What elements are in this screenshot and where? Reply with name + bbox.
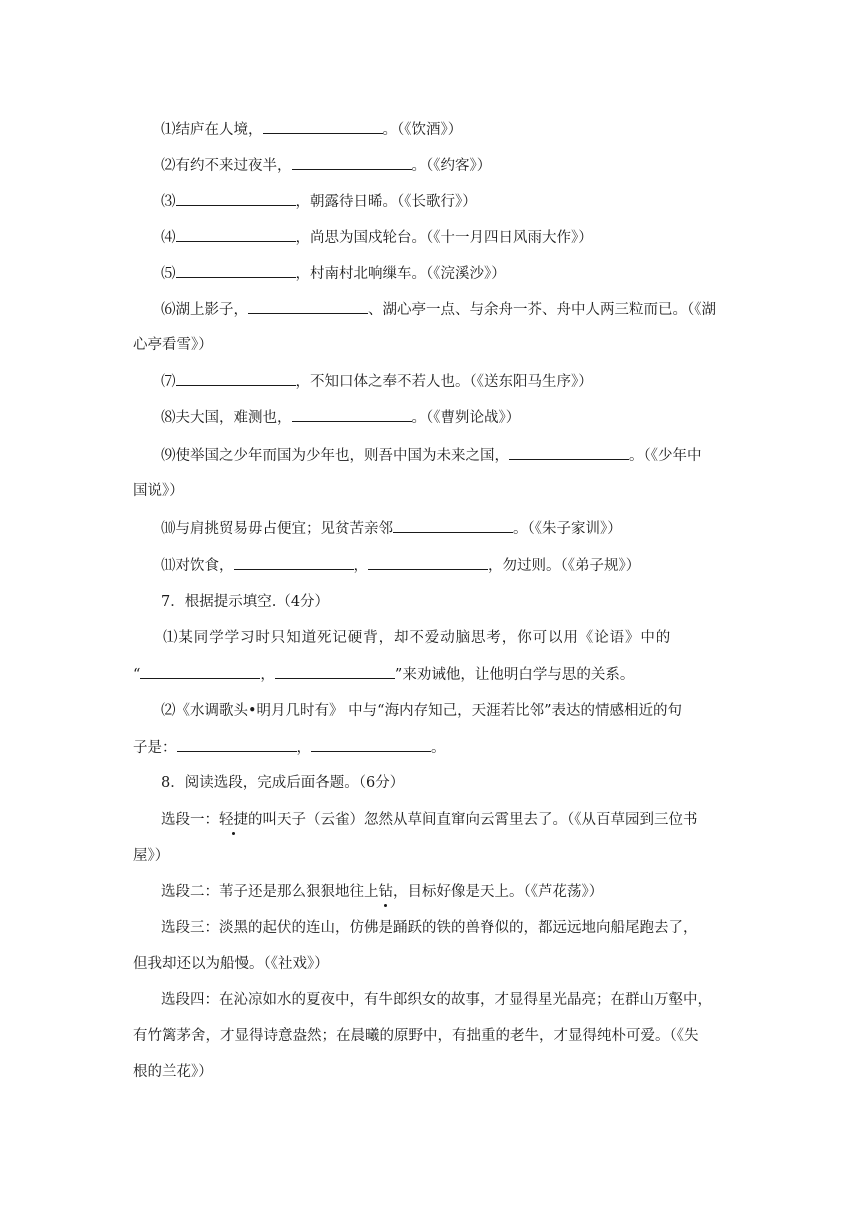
answer-blank[interactable] — [176, 191, 296, 206]
passage-3-line-1: 选段三：淡黑的起伏的连山，仿佛是踊跃的铁的兽脊似的，都远远地向船尾跑去了， — [161, 920, 698, 936]
item-source: 。（《少年中 — [629, 448, 702, 464]
item-number: ⑷ — [161, 230, 176, 246]
passage-2 — [0, 882, 865, 902]
answer-blank[interactable] — [292, 155, 412, 170]
part-text: 《水调歌头•明月几时有》 中与“海内存知己，天涯若比邻”表达的情感相近的句 — [175, 703, 682, 719]
answer-blank[interactable] — [263, 119, 383, 134]
item-source: ，村南村北响缫车。（《浣溪沙》） — [295, 266, 506, 282]
passage-3-line-2: 但我却还以为船慢。（《社戏》） — [133, 956, 329, 972]
item-8 — [0, 407, 865, 428]
question-7-part-1 — [0, 628, 865, 648]
answer-blank[interactable] — [311, 737, 431, 752]
answer-blank[interactable] — [275, 664, 395, 679]
item-number: ⑼ — [161, 448, 176, 464]
item-number: ⑵ — [161, 158, 176, 174]
item-number: ⑹ — [161, 302, 176, 318]
item-number: ⑻ — [161, 410, 176, 426]
item-10 — [0, 518, 865, 539]
part-text: ”来劝诫他，让他明白学与思的关系。 — [394, 667, 635, 683]
passage-4-line-2: 有竹篱茅舍，才显得诗意盎然；在晨曦的原野中，有拙重的老牛，才显得纯朴可爱。（《失 — [133, 1028, 699, 1044]
item-number: ⑶ — [161, 194, 176, 210]
answer-blank[interactable] — [140, 664, 260, 679]
passage-label: 选段一： — [161, 812, 219, 828]
item-text: 有约不来过夜半， — [175, 158, 292, 174]
item-4 — [0, 227, 865, 248]
item-source: ，勿过则。（《弟子规》） — [488, 558, 641, 574]
answer-blank[interactable] — [292, 407, 412, 422]
part-number: ⑴ — [163, 630, 179, 646]
item-text: 湖上影子， — [175, 302, 248, 318]
answer-blank[interactable] — [393, 518, 513, 533]
question-7-title: 7．根据提示填空.（4分） — [161, 594, 330, 610]
part-text: 某同学学习时只知道死记硬背，却不爱动脑思考，你可以用《论语》中的 — [178, 630, 672, 646]
answer-blank[interactable] — [509, 445, 629, 460]
item-number: ⑸ — [161, 266, 176, 282]
question-7-part-1-continuation — [0, 664, 865, 685]
answer-blank[interactable] — [368, 555, 488, 570]
item-3 — [0, 191, 865, 212]
item-source: 。（《朱子家训》） — [513, 521, 622, 537]
end-mark: 。 — [431, 740, 446, 756]
answer-blank[interactable] — [177, 737, 297, 752]
item-text: 与肩挑贸易毋占便宜；见贫苦亲邻 — [175, 521, 393, 537]
item-1 — [0, 119, 865, 140]
passage-1-continuation: 屋》） — [133, 848, 170, 864]
answer-blank[interactable] — [234, 555, 354, 570]
item-6 — [0, 299, 865, 320]
item-text: 对饮食， — [175, 558, 234, 574]
emphasized-word: 轻捷 — [219, 812, 248, 828]
passage-4-line-3: 根的兰花》） — [133, 1064, 213, 1080]
separator: ， — [260, 667, 275, 683]
item-text: 结庐在人境， — [175, 122, 263, 138]
answer-blank[interactable] — [176, 263, 296, 278]
item-number: ⑾ — [161, 558, 176, 574]
part-text: 子是： — [133, 740, 177, 756]
part-number: ⑵ — [161, 703, 176, 719]
item-source: 。（《约客》） — [411, 158, 492, 174]
item-number: ⑺ — [161, 374, 176, 390]
separator: ， — [296, 740, 311, 756]
item-5 — [0, 263, 865, 284]
item-source: 。（《曹刿论战》） — [411, 410, 521, 426]
passage-1 — [0, 810, 865, 830]
answer-blank[interactable] — [176, 371, 296, 386]
question-7-part-2-continuation — [0, 737, 865, 758]
item-source: ，朝露待日晞。（《长歌行》） — [295, 194, 477, 210]
question-8-title: 8．阅读选段，完成后面各题。（6分） — [161, 775, 405, 791]
item-11 — [0, 555, 865, 576]
open-quote: “ — [133, 667, 141, 683]
item-9-continuation: 国说》） — [133, 483, 184, 499]
item-text: 使举国之少年而国为少年也，则吾中国为未来之国， — [175, 448, 509, 464]
item-number: ⑴ — [161, 122, 176, 138]
passage-text: 的叫天子（云雀）忽然从草间直窜向云霄里去了。（《从百草园到三位书 — [248, 812, 698, 828]
answer-blank[interactable] — [248, 299, 368, 314]
answer-blank[interactable] — [176, 227, 296, 242]
item-6-continuation: 心亭看雪》） — [133, 337, 213, 353]
item-source: 。（《饮酒》） — [382, 122, 463, 138]
item-2 — [0, 155, 865, 176]
passage-4-line-1: 选段四：在沁凉如水的夏夜中，有牛郎织女的故事，才显得星光晶亮；在群山万壑中， — [161, 992, 712, 1008]
item-source: ，不知口体之奉不若人也。（《送东阳马生序》） — [295, 374, 593, 390]
item-7 — [0, 371, 865, 392]
item-9 — [0, 445, 865, 466]
passage-text: 选段二：苇子还是那么狠狠地往上 — [161, 884, 379, 900]
item-source: ，尚思为国戍轮台。（《十一月四日风雨大作》） — [295, 230, 593, 246]
item-separator: ， — [353, 558, 368, 574]
item-number: ⑽ — [161, 521, 176, 537]
item-source: 、湖心亭一点、与余舟一芥、舟中人两三粒而已。（《湖 — [368, 302, 716, 318]
passage-text: ，目标好像是天上。（《芦花荡》） — [393, 884, 604, 900]
question-7-part-2 — [0, 701, 865, 721]
emphasized-word: 钻 — [378, 884, 393, 900]
item-text: 夫大国，难测也， — [175, 410, 292, 426]
